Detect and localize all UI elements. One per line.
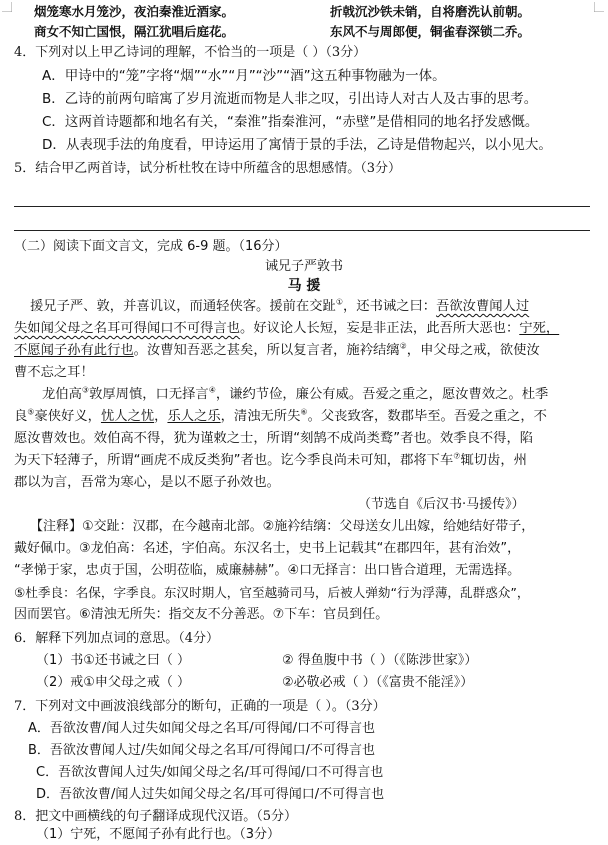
essay-title: 诫兄子严敦书: [264, 259, 343, 274]
underlined-phrase: 乐人之乐: [167, 409, 221, 424]
underlined-sentence: 宁死，: [519, 321, 560, 336]
passage-p1-line3: 不愿闻子孙有此行也。汝曹知吾恶之甚矣，所以复言者，施衿结缡②，申父母之戒，欲使汝: [14, 341, 540, 358]
question-6-stem: 6．解释下列加点词的意思。（4分）: [14, 631, 220, 646]
question-7-option-b[interactable]: B．吾欲汝曹闻人过/失如闻父母之名耳/可得闻口/不可得言也: [28, 743, 376, 758]
passage-source: （节选自《后汉书·马援传》）: [358, 497, 525, 512]
passage-p2-line4: 为天下轻薄子，所谓“画虎不成反类狗”者也。讫今季良尚未可知，郡将下车⑦辄切齿，州: [14, 451, 527, 468]
passage-p2-line5: 郡以为言，吾常为寒心，是以不愿子孙效也。: [14, 475, 280, 490]
question-4-option-a[interactable]: A．甲诗中的“笼”字将“烟”“水”“月”“沙”“酒”这五种事物融为一体。: [42, 68, 446, 84]
question-7-option-a[interactable]: A．吾欲汝曹/闻人过失如闻父母之名耳/可得闻/口不可得言也: [28, 721, 376, 736]
section-2-heading: （二）阅读下面文言文，完成 6-9 题。（16分）: [14, 239, 288, 254]
underlined-phrase: 忧人之忧: [100, 409, 155, 424]
question-5-stem: 5．结合甲乙两首诗，试分析杜牧在诗中所蕴含的思想感情。（3分）: [14, 161, 402, 176]
wavy-line-segment: 失如闻父母之名耳可得闻口不可得言也: [14, 321, 241, 336]
passage-p2-line1: 龙伯高③敦厚周慎，口无择言④，谦约节俭，廉公有威。吾爱之重之，愿汝曹效之。杜季: [42, 385, 549, 402]
notes-line-5: 因而罢官。⑥清浊无所失：指交友不分善恶。⑦下车：官员到任。: [14, 607, 389, 622]
notes-line-1: 【注释】①交趾：汉郡，在今越南北部。②施衿结缡：父母送女儿出嫁，给她结好带子，: [30, 519, 535, 534]
question-8-sentence-1: （1）宁死，不愿闻子孙有此行也。（3分）: [36, 827, 281, 842]
passage-p1-line2: 失如闻父母之名耳可得闻口不可得言也。好议论人长短，妄是非正法，此吾所大恶也：宁死，: [14, 321, 560, 336]
poem-line-1a: 烟笼寒水月笼沙，夜泊秦淮近酒家。: [34, 4, 235, 19]
poem-line-2b: 东风不与周郎便，铜雀春深锁二乔。: [330, 24, 531, 39]
underlined-sentence: 不愿闻子孙有此行也: [14, 343, 134, 358]
essay-author: 马 援: [287, 278, 321, 294]
wavy-line-segment: 吾欲汝曹闻人过: [436, 299, 530, 314]
question-6-row1a[interactable]: （1）书①还书诫之曰（ ）: [36, 653, 191, 668]
crop-mark-top-left: [2, 2, 12, 12]
question-7-option-c[interactable]: C．吾欲汝曹闻人过失/如闻父母之名/耳可得闻/口不可得言也: [36, 765, 384, 780]
passage-p1-line4: 曹不忘之耳！: [14, 365, 94, 380]
passage-p2-line3: 愿汝曹效也。效伯高不得，犹为谨敕之士，所谓“刻鹄不成尚类鹜”者也。效季良不得，陷: [14, 431, 534, 446]
answer-line-2[interactable]: [14, 230, 590, 231]
question-4-option-c[interactable]: C．这两首诗题都和地名有关，“秦淮”指秦淮河，“赤壁”是借相同的地名抒发感慨。: [42, 114, 539, 130]
question-8-stem: 8．把文中画横线的句子翻译成现代汉语。（5分）: [14, 809, 298, 824]
notes-line-4: ⑤杜季良：名保，字季良。东汉时期人，官至越骑司马，后被人弹劾“行为浮薄，乱群惑众”，: [14, 585, 530, 600]
passage-p1-line1: 援兄子严、敦，并喜讥议，而通轻侠客。援前在交趾①，还书诫之曰：吾欲汝曹闻人过: [30, 297, 530, 314]
question-6-row2a[interactable]: （2）戒①申父母之戒（ ）: [36, 675, 191, 690]
answer-line-1[interactable]: [14, 206, 590, 207]
poem-line-2a: 商女不知亡国恨，隔江犹唱后庭花。: [34, 24, 235, 39]
question-7-option-d[interactable]: D．吾欲汝曹/闻人过失如闻父母之名/耳可得闻口/不可得言也: [36, 787, 385, 802]
crop-mark-top-right: [594, 2, 604, 12]
passage-p2-line2: 良⑤豪侠好义，忧人之忧，乐人之乐，清浊无所失⑥。父丧致客，数郡毕至。吾爱之重之，不: [14, 407, 547, 424]
notes-line-2: 戴好佩巾。③龙伯高：名述，字伯高。东汉名士，史书上记载其“在郡四年，甚有治效”，: [14, 541, 521, 556]
question-4-stem: 4．下列对以上甲乙诗词的理解，不恰当的一项是（ ）（3分）: [14, 45, 367, 60]
question-6-row2b[interactable]: ②必敬必戒（ ）（《富贵不能淫》）: [282, 675, 474, 690]
question-4-option-d[interactable]: D．从表现手法的角度看，甲诗运用了寓情于景的手法，乙诗是借物起兴，以小见大。: [42, 137, 552, 153]
question-4-option-b[interactable]: B．乙诗的前两句暗寓了岁月流逝而物是人非之叹，引出诗人对古人及古事的思考。: [42, 91, 538, 107]
poem-line-1b: 折戟沉沙铁未销，自将磨洗认前朝。: [330, 4, 531, 19]
question-7-stem: 7．下列对文中画波浪线部分的断句，正确的一项是（ ）。（3分）: [14, 699, 386, 714]
question-6-row1b[interactable]: ② 得鱼腹中书（ ）（《陈涉世家》）: [282, 653, 478, 668]
notes-line-3: “孝悌于家，忠贞于国，公明莅临，威廉赫赫”。④口无择言：出口皆合道理，无需选择。: [14, 563, 521, 578]
